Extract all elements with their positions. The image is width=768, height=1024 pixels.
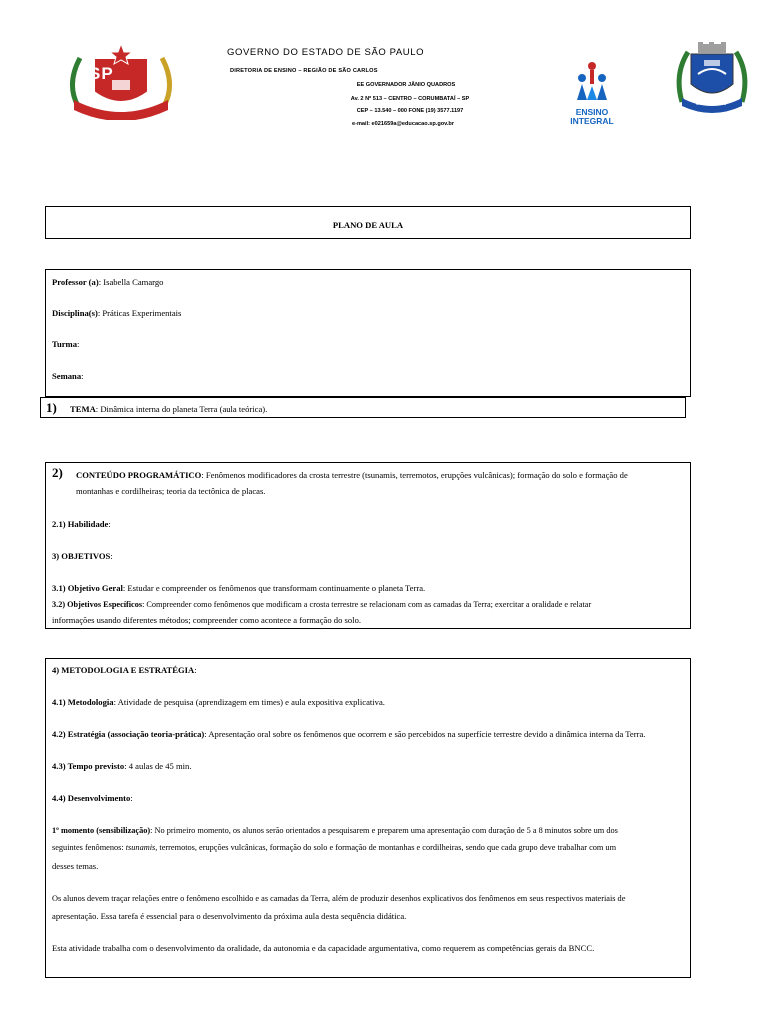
momento-value-2-italic: tsunamis [125, 843, 156, 852]
metodologia-title-value: : [194, 665, 197, 675]
objetivo-geral-label: 3.1) Objetivo Geral [52, 583, 123, 593]
semana-value: : [81, 371, 84, 381]
disciplina-label: Disciplina(s) [52, 308, 98, 318]
habilidade-label: 2.1) Habilidade [52, 519, 109, 529]
turma-label: Turma [52, 339, 77, 349]
info-box [45, 269, 691, 397]
metodologia-title: 4) METODOLOGIA E ESTRATÉGIA [52, 665, 195, 675]
objetivo-geral-line [52, 583, 425, 594]
tema-label: TEMA [70, 404, 96, 414]
objetivos-label: 3) OBJETIVOS [52, 551, 111, 561]
header-cep: CEP – 13.540 – 000 FONE (19) 3577.1197 [356, 108, 464, 114]
objetivos-especificos-line1 [52, 599, 591, 610]
semana-label: Semana [52, 371, 82, 381]
metodologia-43-value: : 4 aulas de 45 min. [124, 761, 192, 771]
objetivo-geral-value: : Estudar e compreender os fenômenos que transformam continuamente o planeta Terra. [122, 583, 426, 593]
header-diretoria: DIRETORIA DE ENSINO – REGIÃO DE SÃO CARLOS [230, 68, 378, 74]
professor-line [52, 277, 163, 288]
momento-value-2a: seguintes fenômenos: [52, 843, 126, 852]
momento-line1 [52, 825, 618, 836]
paragraph-2-line1: Os alunos devem traçar relações entre o fenômeno escolhido e as camadas da Terra, além de produzir desenhos explicativos dos fenômenos em seus respectivos materiais de [52, 894, 626, 903]
header-endereco: Av. 2 Nº 513 – CENTRO – CORUMBATAÍ – SP [350, 96, 470, 102]
paragraph-3: Esta atividade trabalha com o desenvolvimento da oralidade, da autonomia e da capacidade argumentativa, como requerem as competências gerais da BNCC. [52, 943, 595, 953]
metodologia-42-label: 4.2) Estratégia (associação teoria-prática) [52, 729, 205, 739]
momento-value-1: : No primeiro momento, os alunos serão orientados a pesquisarem e preparem uma apresentação com duração de 5 a 8 minutos sobre um dos [150, 826, 618, 835]
sp-logo-letters: SP [89, 64, 114, 83]
metodologia-44-value: : [130, 793, 133, 803]
metodologia-42-value: : Apresentação oral sobre os fenômenos que ocorrem e são percebidos na superfície terrestre devido a dinâmica interna da Terra. [204, 729, 646, 739]
metodologia-43-label: 4.3) Tempo previsto [52, 761, 125, 771]
objetivos-especificos-label: 3.2) Objetivos Específicos [52, 600, 143, 609]
metodologia-41-line [52, 697, 385, 708]
conteudo-label: CONTEÚDO PROGRAMÁTICO [76, 470, 202, 480]
conteudo-value-1: : Fenômenos modificadores da crosta terrestre (tsunamis, terremotos, erupções vulcânicas); formação do solo e formação de [201, 470, 628, 480]
sp-state-coat-of-arms-icon [64, 40, 178, 120]
turma-line [52, 339, 79, 350]
disciplina-line [52, 308, 181, 319]
objetivos-especificos-line2: informações usando diferentes métodos; compreender como acontece a formação do solo. [52, 615, 362, 625]
tema-value: : Dinâmica interna do planeta Terra (aula teórica). [95, 404, 268, 414]
metodologia-44-line [52, 793, 133, 804]
ensino-label: ENSINO [575, 107, 609, 117]
professor-value: : Isabella Camargo [98, 277, 164, 287]
momento-line3: desses temas. [52, 861, 99, 871]
objetivos-line [52, 551, 113, 562]
plano-title-box [45, 206, 691, 239]
metodologia-43-line [52, 761, 192, 772]
semana-line [52, 371, 84, 382]
habilidade-line [52, 519, 111, 530]
header-gov: GOVERNO DO ESTADO DE SÃO PAULO [227, 47, 425, 58]
momento-value-2b: , terremotos, erupções vulcânicas, formação do solo e formação de montanhas e cordilheiras, sendo que cada grupo deve trabalhar com um [155, 843, 617, 852]
objetivos-especificos-value-1: : Compreender como fenômenos que modificam a crosta terrestre se relacionam com as camadas da Terra; exercitar a oralidade e relatar [142, 600, 592, 609]
plano-title: PLANO DE AULA [332, 220, 404, 230]
momento-label: 1º momento (sensibilização) [52, 826, 151, 835]
ensino-integral-logo-icon [575, 60, 609, 110]
metodologia-44-label: 4.4) Desenvolvimento [52, 793, 131, 803]
disciplina-value: : Práticas Experimentais [97, 308, 182, 318]
tema-line [70, 404, 267, 415]
professor-label: Professor (a) [52, 277, 99, 287]
header-escola: EE GOVERNADOR JÂNIO QUADROS [356, 82, 456, 88]
paragraph-2-line2: apresentação. Essa tarefa é essencial para o desenvolvimento da próxima aula desta sequência didática. [52, 911, 407, 921]
metodologia-title-line [52, 665, 197, 676]
habilidade-value: : [108, 519, 111, 529]
objetivos-value: : [110, 551, 113, 561]
conteudo-line1 [76, 470, 628, 481]
metodologia-42-line [52, 729, 645, 740]
integral-label: INTEGRAL [570, 116, 614, 126]
tema-number: 1) [46, 400, 57, 415]
metodologia-41-label: 4.1) Metodologia [52, 697, 114, 707]
crest-ribbon-text: CORUMBATAÍ [696, 101, 727, 106]
header-email: e-mail: e021659a@educacao.sp.gov.br [351, 121, 455, 127]
conteudo-number: 2) [52, 465, 63, 480]
ensino-integral-text [568, 108, 616, 126]
metodologia-41-value: : Atividade de pesquisa (aprendizagem em times) e aula expositiva explicativa. [113, 697, 385, 707]
turma-value: : [77, 339, 80, 349]
conteudo-line2: montanhas e cordilheiras; teoria da tectônica de placas. [76, 486, 266, 496]
momento-line2 [52, 842, 616, 853]
